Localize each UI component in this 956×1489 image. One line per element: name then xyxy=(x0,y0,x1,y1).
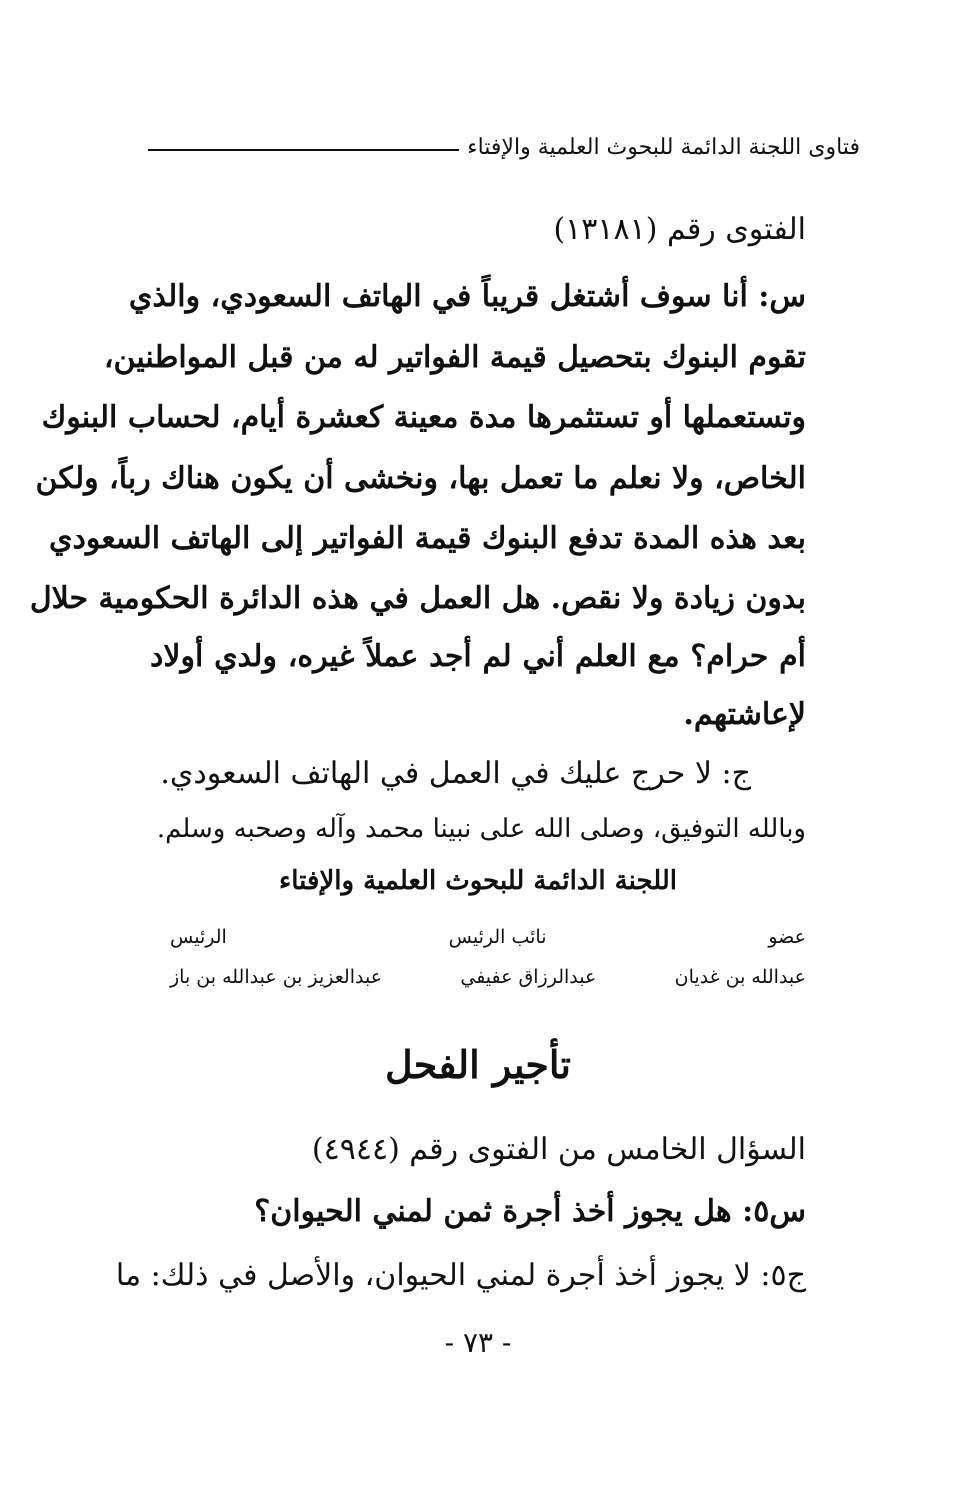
closing: وبالله التوفيق، وصلى الله على نبينا محمد وآله وصحبه وسلم. xyxy=(156,814,806,844)
question-line-8: لإعاشتهم. xyxy=(683,697,806,732)
section-title: تأجير الفحل xyxy=(385,1042,571,1087)
signatory-names xyxy=(170,966,806,988)
header-title: فتاوى اللجنة الدائمة للبحوث العلمية والإفتاء xyxy=(467,134,860,160)
signatory-name-member: عبدالله بن غديان xyxy=(674,966,806,988)
signatory-roles xyxy=(170,926,806,948)
section-question-label: السؤال الخامس من الفتوى رقم (٤٩٤٤) xyxy=(311,1132,806,1167)
signatory-role-vice-president: نائب الرئيس xyxy=(448,926,547,948)
question-line-4: الخاص، ولا نعلم ما تعمل بها، ونخشى أن يكون هناك رباً، ولكن xyxy=(35,461,806,496)
question-line-5: بعد هذه المدة تدفع البنوك قيمة الفواتير إلى الهاتف السعودي xyxy=(49,521,806,556)
signatory-name-vice-president: عبدالرزاق عفيفي xyxy=(460,966,597,988)
running-header xyxy=(148,132,860,162)
committee-name: اللجنة الدائمة للبحوث العلمية والإفتاء xyxy=(279,866,677,896)
fatwa-number: الفتوى رقم (١٣١٨١) xyxy=(553,212,806,247)
question-line-7: أم حرام؟ مع العلم أني لم أجد عملاً غيره، ولدي أولاد xyxy=(150,639,806,674)
signatory-role-president: الرئيس xyxy=(170,926,227,948)
header-rule xyxy=(148,149,459,151)
question-line-3: وتستعملها أو تستثمرها مدة معينة كعشرة أيام، لحساب البنوك xyxy=(41,400,806,435)
section-question: س٥: هل يجوز أخذ أجرة ثمن لمني الحيوان؟ xyxy=(254,1194,806,1229)
section-answer-start: ج٥: لا يجوز أخذ أجرة لمني الحيوان، والأصل في ذلك: ما xyxy=(115,1258,806,1293)
signatory-role-member: عضو xyxy=(768,926,806,948)
question-line-1: س: أنا سوف أشتغل قريباً في الهاتف السعودي، والذي xyxy=(128,279,806,314)
question-line-2: تقوم البنوك بتحصيل قيمة الفواتير له من قبل المواطنين، xyxy=(103,340,806,375)
signatory-name-president: عبدالعزيز بن عبدالله بن باز xyxy=(170,966,383,988)
question-line-6: بدون زيادة ولا نقص. هل العمل في هذه الدائرة الحكومية حلال xyxy=(29,581,806,616)
answer: ج: لا حرج عليك في العمل في الهاتف السعودي. xyxy=(160,756,751,791)
page-number: - ٧٣ - xyxy=(444,1326,512,1359)
